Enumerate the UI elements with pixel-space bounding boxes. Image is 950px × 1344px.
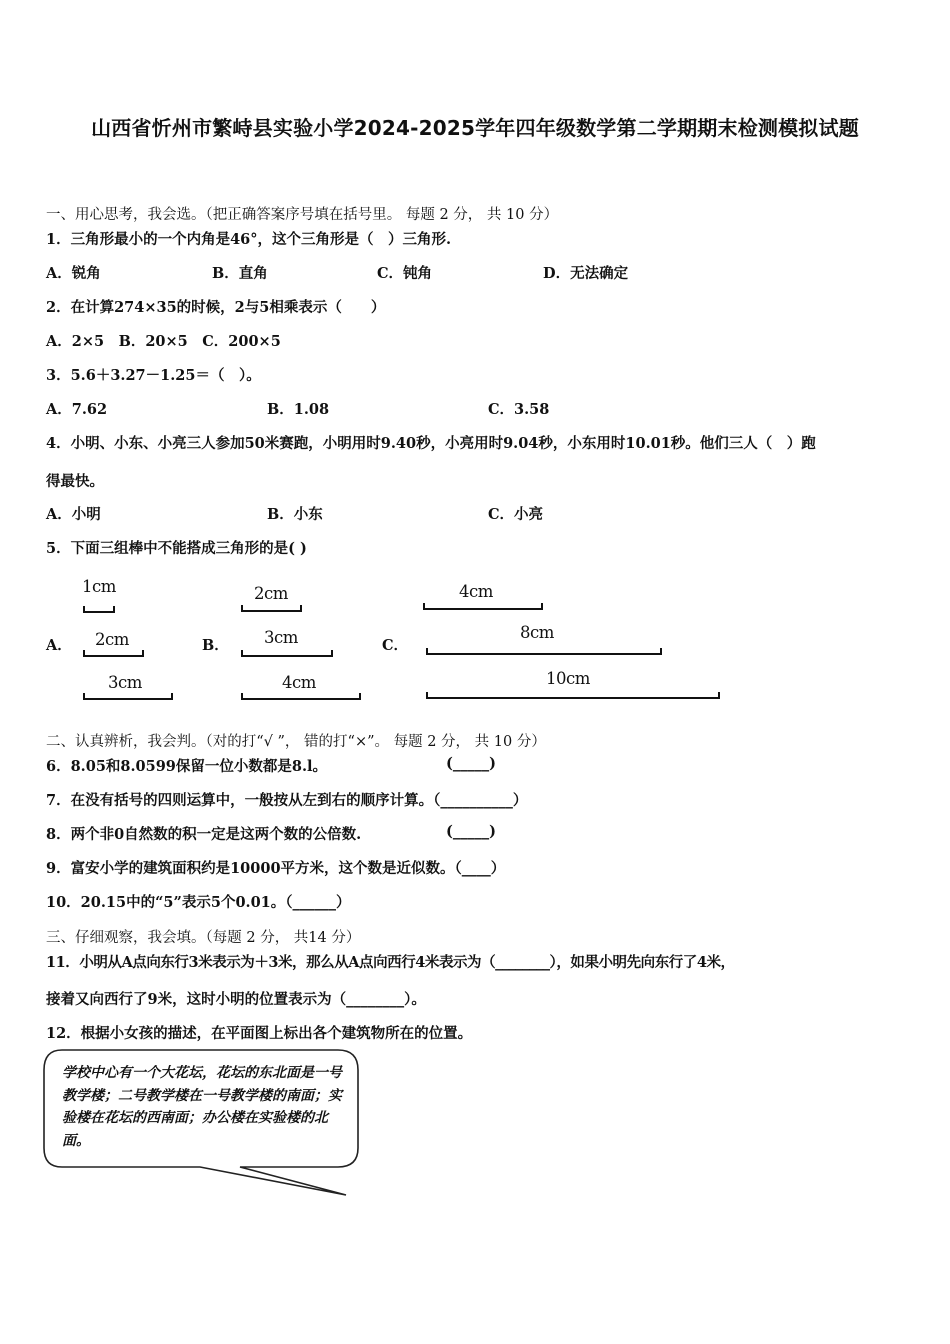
- q4-option-b: B．小东: [267, 506, 323, 523]
- stick-b2-label: 3cm: [264, 628, 298, 647]
- q9-text: 9．富安小学的建筑面积约是10000平方米，这个数是近似数。（____）: [46, 860, 506, 877]
- q4-text-line2: 得最快。: [46, 473, 104, 490]
- q3-option-c: C．3.58: [488, 401, 550, 418]
- q5-text: 5．下面三组棒中不能搭成三角形的是( ): [46, 540, 307, 557]
- stick-c1: [424, 603, 542, 609]
- stick-b3-label: 4cm: [282, 673, 316, 692]
- q1-text: 1．三角形最小的一个内角是46°，这个三角形是（ ）三角形.: [46, 231, 452, 248]
- section1-header: 一、用心思考，我会选。（把正确答案序号填在括号里。 每题 2 分， 共 10 分）: [46, 207, 559, 223]
- q2-text: 2．在计算274×35的时候，2与5相乘表示（ ）: [46, 299, 386, 316]
- q4-option-a: A．小明: [46, 506, 101, 523]
- q11-text-line2: 接着又向西行了9米，这时小明的位置表示为（________）。: [46, 991, 426, 1008]
- q11-text-line1: 11．小明从A点向东行3米表示为＋3米，那么从A点向西行4米表示为（________），如果小明先向东行了4米，: [46, 954, 735, 971]
- q10-text: 10．20.15中的“5”表示5个0.01。（______）: [46, 894, 351, 911]
- q3-option-b: B．1.08: [267, 401, 330, 418]
- q1-option-a: A．锐角: [46, 265, 101, 282]
- q7-text: 7．在没有括号的四则运算中，一般按从左到右的顺序计算。（__________）: [46, 792, 528, 809]
- stick-c2-label: 8cm: [520, 623, 554, 642]
- q6-text: 6．8.05和8.0599保留一位小数都是8.l。: [46, 758, 328, 775]
- stick-b3: [242, 693, 360, 699]
- stick-a3-label: 3cm: [108, 673, 142, 692]
- q4-text-line1: 4．小明、小东、小亮三人参加50米赛跑，小明用时9.40秒，小亮用时9.04秒，小东用时10.01秒。他们三人（ ）跑: [46, 435, 816, 452]
- section3-header: 三、仔细观察，我会填。（每题 2 分， 共14 分）: [46, 930, 361, 946]
- stick-a1: [84, 606, 114, 612]
- q12-text: 12．根据小女孩的描述，在平面图上标出各个建筑物所在的位置。: [46, 1025, 473, 1042]
- page-title: 山西省忻州市繁峙县实验小学2024-2025学年四年级数学第二学期期末检测模拟试题: [91, 116, 859, 140]
- q6-blank[interactable]: (_____): [446, 755, 496, 772]
- section2-header: 二、认真辨析，我会判。（对的打“√ ”， 错的打“×”。 每题 2 分， 共 10 分）: [46, 734, 546, 750]
- stick-c1-label: 4cm: [459, 582, 493, 601]
- q1-option-b: B．直角: [212, 265, 268, 282]
- stick-b1-label: 2cm: [254, 584, 288, 603]
- stick-b2: [242, 650, 332, 656]
- bubble-text: 学校中心有一个大花坛，花坛的东北面是一号教学楼；二号教学楼在一号教学楼的南面；实验楼在花坛的西南面；办公楼在实验楼的北面。: [62, 1065, 342, 1149]
- stick-a2-label: 2cm: [95, 630, 129, 649]
- q1-option-d: D．无法确定: [543, 265, 629, 282]
- stick-a3: [84, 693, 172, 699]
- q3-text: 3．5.6＋3.27－1.25＝（ ）。: [46, 367, 261, 384]
- q5-option-a: A．: [46, 637, 72, 654]
- q5-option-c: C．: [382, 637, 409, 654]
- stick-c3: [427, 692, 719, 698]
- q2-options: A．2×5 B．20×5 C．200×5: [46, 333, 281, 350]
- q5-option-b: B．: [202, 637, 229, 654]
- q4-option-c: C．小亮: [488, 506, 544, 523]
- stick-a2: [84, 650, 143, 656]
- stick-a1-label: 1cm: [82, 577, 116, 596]
- q1-option-c: C．钝角: [377, 265, 433, 282]
- q8-text: 8．两个非0自然数的积一定是这两个数的公倍数.: [46, 826, 362, 843]
- stick-b1: [242, 605, 301, 611]
- q3-option-a: A．7.62: [46, 401, 108, 418]
- q8-blank[interactable]: (_____): [446, 823, 496, 840]
- stick-c2: [427, 648, 661, 654]
- stick-c3-label: 10cm: [546, 669, 590, 688]
